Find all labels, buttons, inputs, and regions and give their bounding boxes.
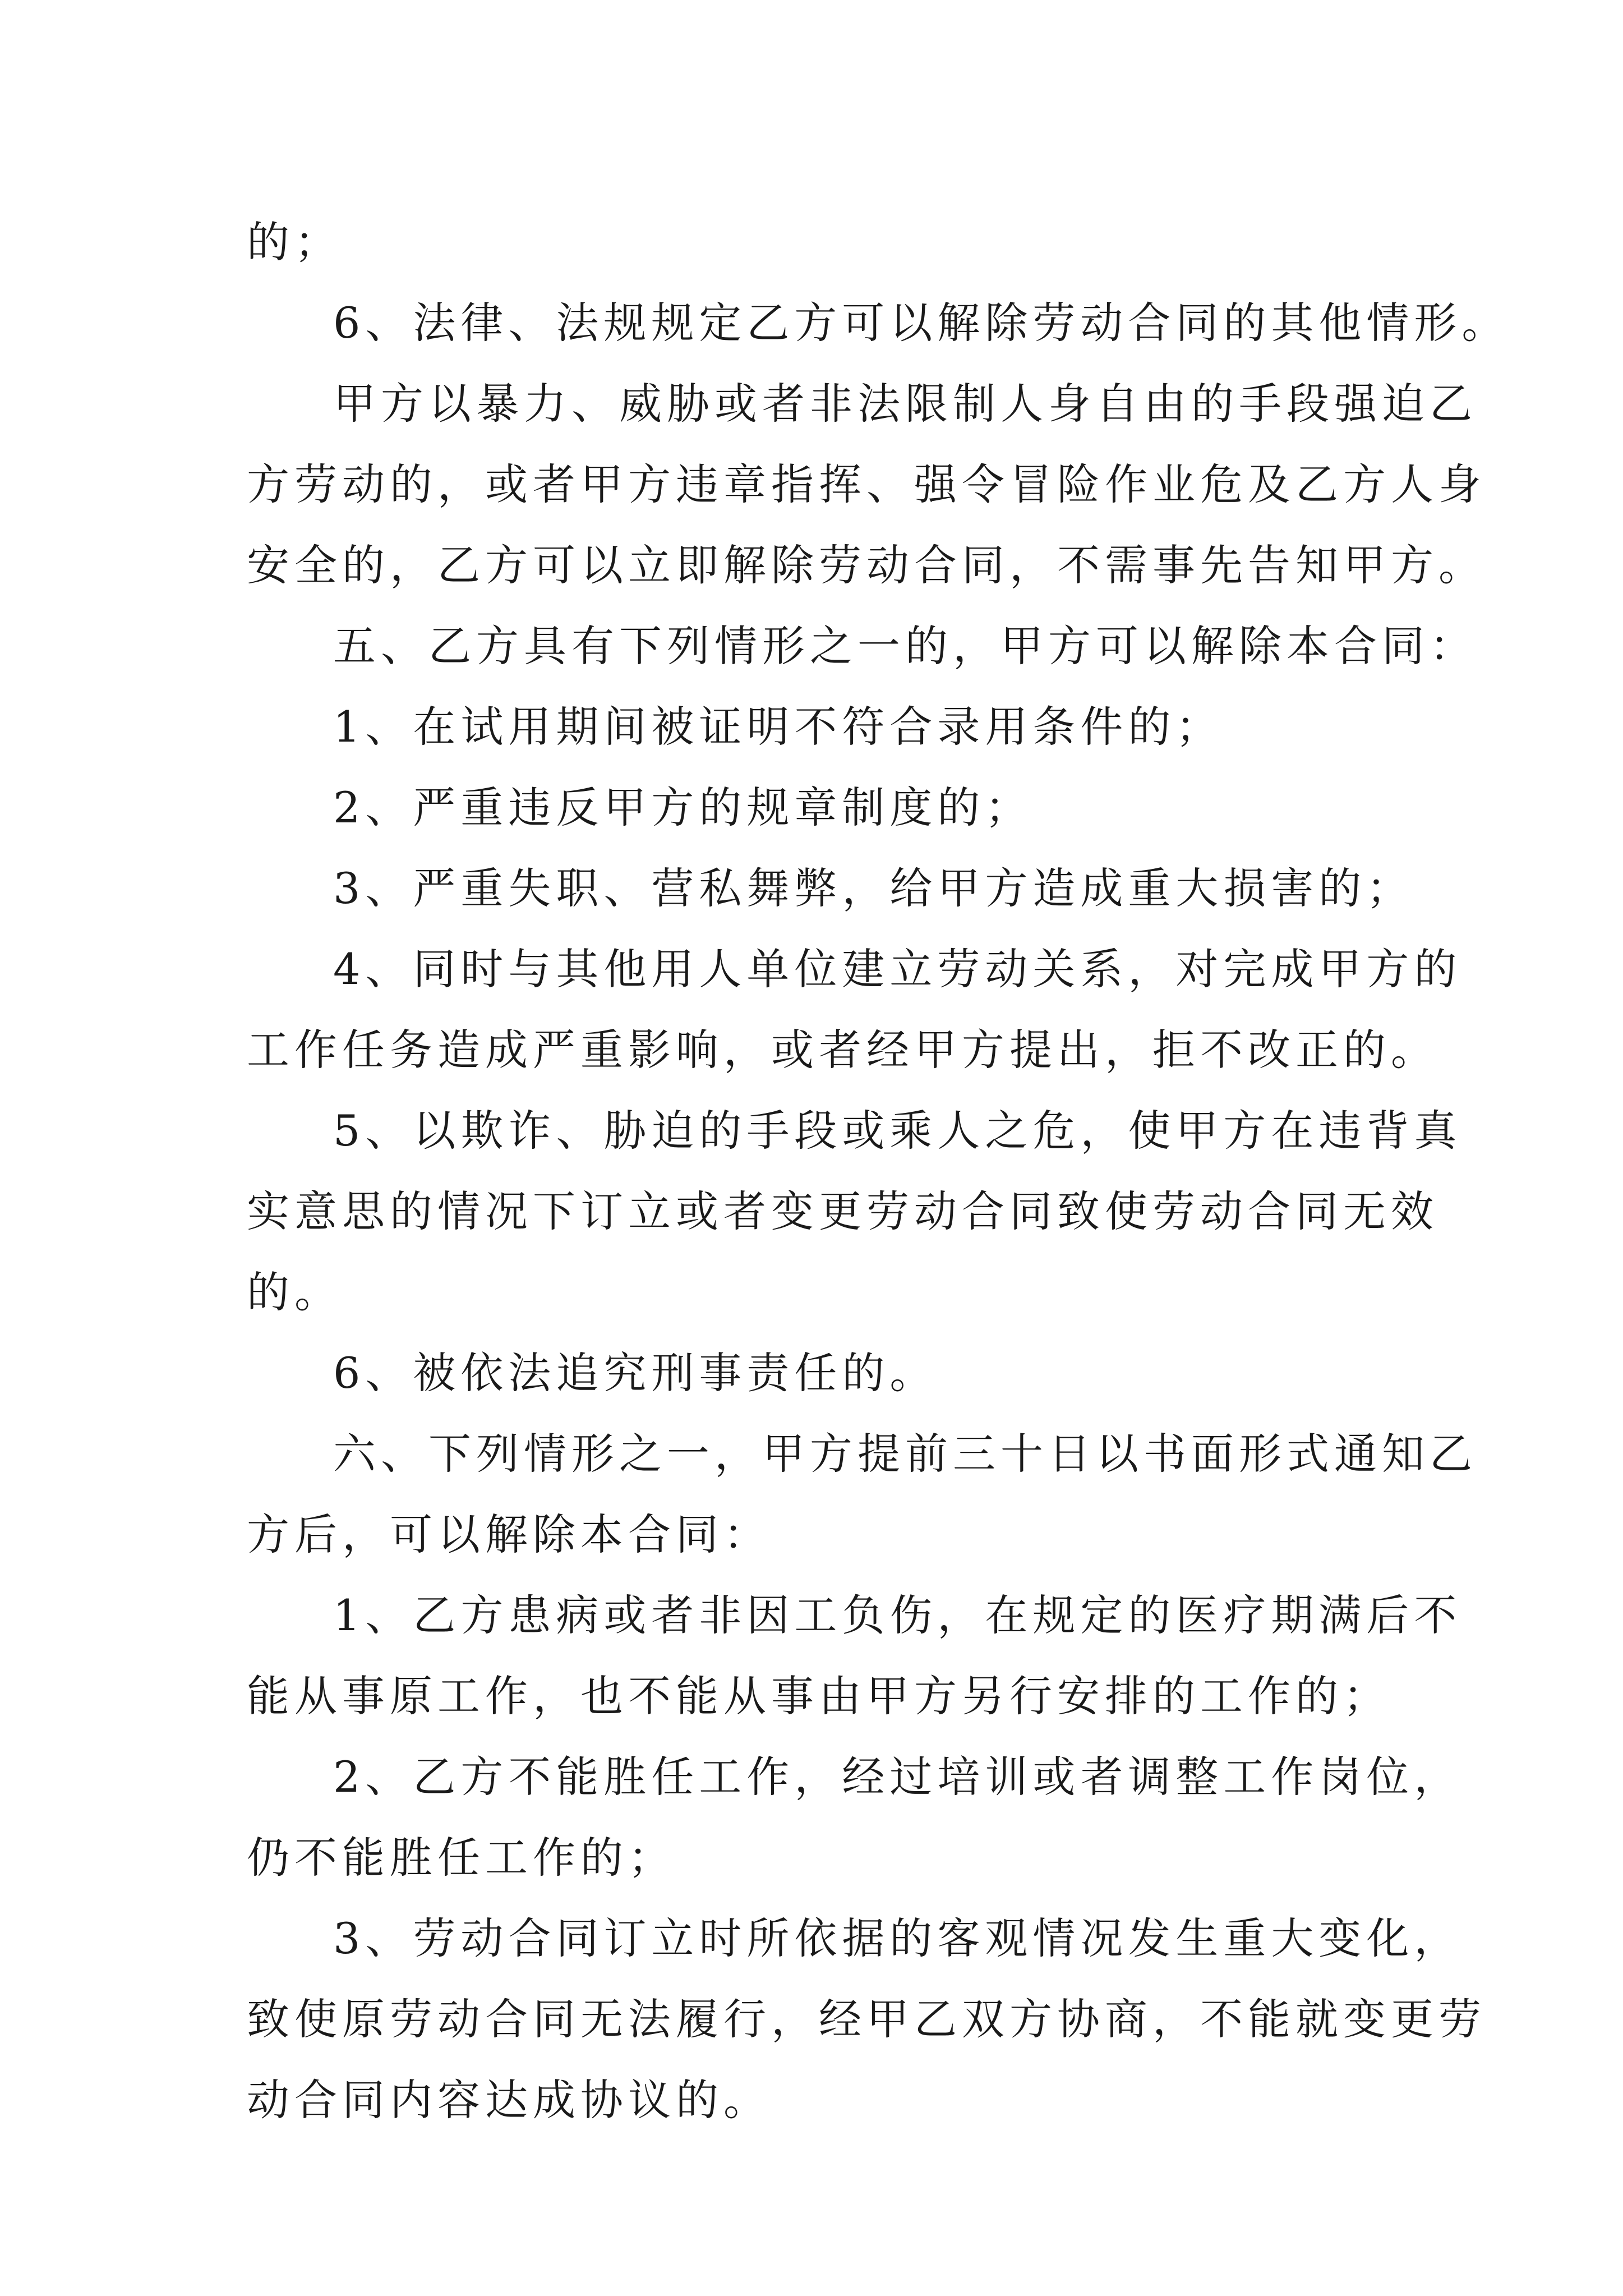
text-line: 1、乙方患病或者非因工负伤，在规定的医疗期满后不 xyxy=(333,1590,1462,1640)
section-heading: 六、下列情形之一，甲方提前三十日以书面形式通知乙 xyxy=(333,1429,1477,1479)
document-body xyxy=(247,202,1510,2141)
text-line: 1、在试用期间被证明不符合录用条件的； xyxy=(333,702,1224,752)
text-line: 甲方以暴力、威胁或者非法限制人身自由的手段强迫乙 xyxy=(333,379,1477,429)
text-line: 实意思的情况下订立或者变更劳动合同致使劳动合同无效 xyxy=(247,1186,1438,1236)
text-line: 方劳动的，或者甲方违章指挥、强令冒险作业危及乙方人身 xyxy=(247,459,1486,509)
text-line: 3、劳动合同订立时所依据的客观情况发生重大变化， xyxy=(333,1913,1462,1963)
text-line: 的； xyxy=(247,217,342,267)
text-line: 动合同内容达成协议的。 xyxy=(247,2075,771,2125)
text-line: 仍不能胜任工作的； xyxy=(247,1833,676,1883)
text-line: 6、被依法追究刑事责任的。 xyxy=(333,1348,938,1398)
text-line: 方后，可以解除本合同： xyxy=(247,1510,771,1559)
text-line: 能从事原工作，也不能从事由甲方另行安排的工作的； xyxy=(247,1671,1391,1721)
text-line: 5、以欺诈、胁迫的手段或乘人之危，使甲方在违背真 xyxy=(333,1106,1462,1156)
text-line: 的。 xyxy=(247,1267,342,1317)
text-line: 2、乙方不能胜任工作，经过培训或者调整工作岗位， xyxy=(333,1752,1462,1802)
text-line: 工作任务造成严重影响，或者经甲方提出，拒不改正的。 xyxy=(247,1025,1438,1075)
section-heading: 五、乙方具有下列情形之一的，甲方可以解除本合同： xyxy=(333,621,1477,671)
text-line: 致使原劳动合同无法履行，经甲乙双方协商，不能就变更劳 xyxy=(247,1994,1486,2044)
text-line: 安全的，乙方可以立即解除劳动合同，不需事先告知甲方。 xyxy=(247,540,1486,590)
text-line: 3、严重失职、营私舞弊，给甲方造成重大损害的； xyxy=(333,863,1414,913)
text-line: 4、同时与其他用人单位建立劳动关系，对完成甲方的 xyxy=(333,944,1462,994)
text-line: 2、严重违反甲方的规章制度的； xyxy=(333,783,1033,832)
text-line: 6、法律、法规规定乙方可以解除劳动合同的其他情形。 xyxy=(333,298,1510,348)
